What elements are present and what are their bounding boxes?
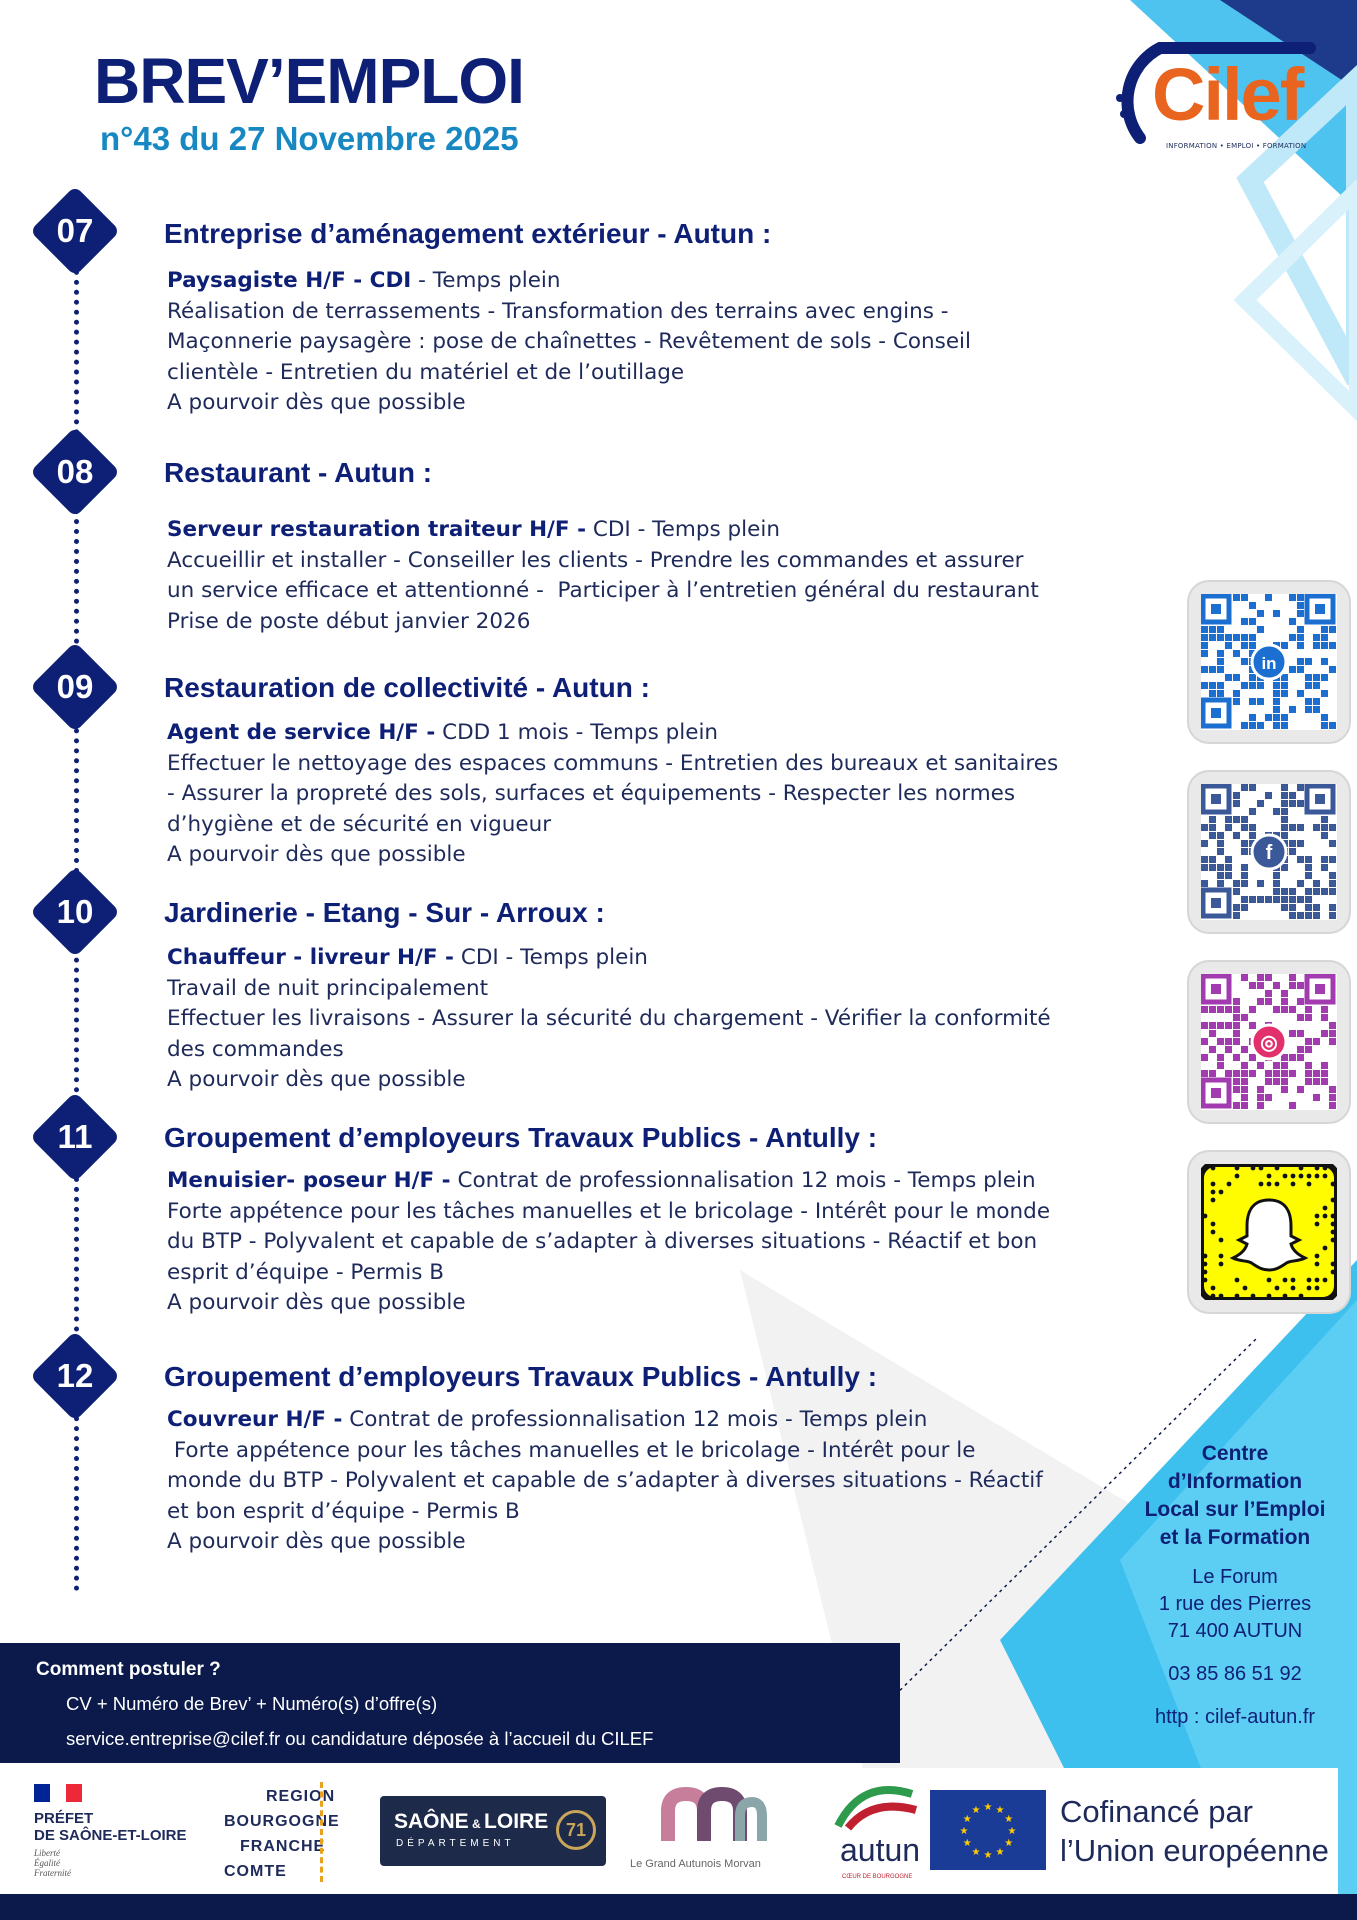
cilef-logo <box>1100 28 1320 168</box>
offer-details <box>167 266 1097 419</box>
job-terms: Contrat de professionnalisation 12 mois - Temps plein <box>342 1407 928 1432</box>
cilef-title-line: Local sur l’Emploi <box>1144 1498 1326 1521</box>
job-terms: CDD 1 mois - Temps plein <box>435 720 719 745</box>
offer-description-line: d’hygiène et de sécurité en vigueur <box>167 811 552 837</box>
grand-autunois-mark-icon <box>658 1786 768 1846</box>
page-title: BREV’EMPLOI <box>94 45 524 117</box>
offer-number-badge <box>30 186 120 276</box>
qr-code-pattern <box>1201 784 1337 920</box>
offer-description-line: et bon esprit d’équipe - Permis B <box>167 1498 520 1524</box>
grand-autunois-logo <box>624 1768 804 1894</box>
how-to-apply-band <box>0 1643 900 1763</box>
offer-details <box>167 943 1097 1096</box>
issue-subtitle: n°43 du 27 Novembre 2025 <box>100 120 519 157</box>
autun-mark-icon <box>832 1782 922 1832</box>
offer-description-line: A pourvoir dès que possible <box>167 1290 466 1316</box>
french-flag-icon <box>34 1784 82 1802</box>
linkedin-icon <box>1252 645 1286 679</box>
prefet-motto: Fraternité <box>34 1868 71 1878</box>
prefet-motto: Liberté <box>34 1848 60 1858</box>
apply-contact-email[interactable]: service.entreprise@cilef.fr ou candidature déposée à l’accueil du CILEF <box>66 1728 654 1749</box>
autun-text: autun <box>840 1832 921 1868</box>
offer-details <box>167 718 1097 871</box>
logo-tagline: INFORMATION • EMPLOI • FORMATION <box>1166 142 1307 150</box>
offer-number-badge <box>30 427 120 517</box>
offer-details <box>167 1166 1097 1319</box>
offer-description-line: Effectuer le nettoyage des espaces communs - Entretien des bureaux et sanitaires <box>167 750 1059 776</box>
autun-logo <box>820 1768 940 1894</box>
svg-text:◎: ◎ <box>1260 1032 1278 1054</box>
offer-description-line: des commandes <box>167 1036 344 1062</box>
cilef-title-line: Centre <box>1201 1442 1269 1465</box>
saone-text: SAÔNE <box>394 1810 469 1833</box>
job-title: Couvreur H/F - <box>167 1407 343 1432</box>
phone-number[interactable]: 03 85 86 51 92 <box>1168 1663 1302 1685</box>
eu-star-icon: ★ <box>1004 1838 1014 1849</box>
apply-question: Comment postuler ? <box>36 1659 221 1680</box>
offer-description-line: un service efficace et attentionné - Participer à l’entretien général du restaurant <box>167 578 1039 604</box>
offer-details <box>167 515 1097 637</box>
offer-description-line: clientèle - Entretien du matériel et de l’outillage <box>167 359 685 385</box>
qr-code-linkedin[interactable] <box>1189 582 1349 742</box>
facebook-icon <box>1252 835 1286 869</box>
offer-number: 09 <box>56 668 94 705</box>
offer-description-line: Travail de nuit principalement <box>167 975 488 1001</box>
offer-description-line: Forte appétence pour les tâches manuelles et le bricolage - Intérêt pour le <box>167 1437 976 1463</box>
partner-logos <box>20 1768 1338 1894</box>
offer-number: 07 <box>56 212 94 249</box>
offer-company: Entreprise d’aménagement extérieur - Autun : <box>164 218 772 249</box>
offer-description-line: Accueillir et installer - Conseiller les clients - Prendre les commandes et assurer <box>167 547 1024 573</box>
eu-star-icon: ★ <box>983 1850 993 1861</box>
offer-description-line: du BTP - Polyvalent et capable de s’adapter à diverses situations - Réactif et bon <box>167 1229 1038 1255</box>
qr-code-snapchat[interactable] <box>1189 1152 1349 1312</box>
svg-text:f: f <box>1265 842 1273 864</box>
offer-description-line: A pourvoir dès que possible <box>167 842 466 868</box>
offer-number-badge <box>30 867 120 957</box>
offer-description-line: A pourvoir dès que possible <box>167 1067 466 1093</box>
eu-star-icon: ★ <box>959 1826 969 1837</box>
job-terms: CDI - Temps plein <box>453 945 648 970</box>
offer-company: Restaurant - Autun : <box>164 457 433 488</box>
qr-code-pattern <box>1201 1164 1337 1300</box>
offer-description-line: - Assurer la propreté des sols, surfaces et équipements - Respecter les normes <box>167 781 1016 807</box>
offer-description-line: Effectuer les livraisons - Assurer la sécurité du chargement - Vérifier la conformité <box>167 1006 1051 1032</box>
qr-code-instagram[interactable] <box>1189 962 1349 1122</box>
offer-number-badge <box>30 642 120 732</box>
eu-text: l’Union européenne <box>1060 1833 1329 1868</box>
offer-company: Groupement d’employeurs Travaux Publics - Antully : <box>164 1122 878 1153</box>
address-line: 1 rue des Pierres <box>1158 1593 1312 1615</box>
offer-details <box>167 1405 1097 1558</box>
eu-text: Cofinancé par <box>1060 1794 1254 1829</box>
apply-requirements: CV + Numéro de Brev’ + Numéro(s) d’offre(s) <box>66 1693 438 1714</box>
eu-flag-icon <box>930 1790 1046 1870</box>
address-line: Le Forum <box>1192 1566 1278 1588</box>
website-link[interactable]: http : cilef-autun.fr <box>1154 1706 1316 1728</box>
offer-description-line: A pourvoir dès que possible <box>167 1529 466 1555</box>
offer-description-line: monde du BTP - Polyvalent et capable de s’adapter à diverses situations - Réactif <box>167 1468 1043 1494</box>
eu-star-icon: ★ <box>995 1846 1005 1858</box>
region-text: FRANCHE <box>240 1838 326 1855</box>
eu-star-icon: ★ <box>983 1802 993 1813</box>
cilef-contact-block <box>1120 1440 1350 1731</box>
cilef-title-line: et la Formation <box>1159 1526 1311 1549</box>
offer-description-line: Prise de poste début janvier 2026 <box>167 608 531 634</box>
offer-number-badge <box>30 1331 120 1421</box>
prefet-logo <box>20 1768 200 1894</box>
prefet-text: DE SAÔNE-ET-LOIRE <box>34 1827 187 1844</box>
address-line: 71 400 AUTUN <box>1167 1620 1303 1642</box>
offer-description-line: A pourvoir dès que possible <box>167 390 466 416</box>
grand-autunois-text: Le Grand Autunois Morvan <box>630 1858 761 1870</box>
eu-star-icon: ★ <box>1004 1814 1014 1825</box>
departement-text: DÉPARTEMENT <box>396 1838 515 1849</box>
job-title: Chauffeur - livreur H/F - <box>167 945 454 970</box>
eu-star-icon: ★ <box>995 1805 1005 1817</box>
autun-subtext: CŒUR DE BOURGOGNE <box>842 1874 913 1880</box>
svg-text:in: in <box>1261 654 1277 673</box>
qr-code-pattern <box>1201 594 1337 730</box>
offer-number: 12 <box>56 1357 94 1394</box>
eu-star-icon: ★ <box>971 1805 981 1817</box>
qr-code-pattern <box>1201 974 1337 1110</box>
eu-star-icon: ★ <box>962 1838 972 1849</box>
offer-number: 10 <box>56 893 94 930</box>
offer-description-line: esprit d’équipe - Permis B <box>167 1259 445 1285</box>
prefet-text: PRÉFET <box>34 1810 94 1827</box>
eu-cofinancing-logo <box>930 1768 1338 1894</box>
cilef-title-line: d’Information <box>1167 1470 1303 1493</box>
job-title: Menuisier- poseur H/F - <box>167 1168 451 1193</box>
job-title: Paysagiste H/F - CDI <box>167 268 412 293</box>
eu-star-icon: ★ <box>962 1814 972 1825</box>
job-terms: CDI - Temps plein <box>586 517 780 542</box>
prefet-motto: Égalité <box>34 1858 60 1868</box>
logo-wordmark: Cilef <box>1152 53 1303 136</box>
offer-company: Groupement d’employeurs Travaux Publics - Antully : <box>164 1361 878 1392</box>
bottom-strip <box>0 1894 1357 1920</box>
loire-text: LOIRE <box>484 1810 549 1833</box>
job-terms: - Temps plein <box>411 268 561 293</box>
saone-et-loire-logo: SAÔNE & LOIRE DÉPARTEMENT 71 <box>380 1768 610 1894</box>
qr-code-facebook[interactable] <box>1189 772 1349 932</box>
offer-description-line: Forte appétence pour les tâches manuelles et le bricolage - Intérêt pour le monde <box>167 1198 1051 1224</box>
eu-star-icon: ★ <box>971 1846 981 1858</box>
region-bfc-logo <box>220 1768 370 1894</box>
eu-star-icon: ★ <box>1007 1826 1017 1837</box>
offer-number: 11 <box>57 1118 93 1155</box>
offer-number: 08 <box>56 453 94 490</box>
job-terms: Contrat de professionnalisation 12 mois - Temps plein <box>450 1168 1036 1193</box>
region-text: BOURGOGNE <box>224 1813 340 1830</box>
offer-company: Restauration de collectivité - Autun : <box>164 672 650 703</box>
job-title: Serveur restauration traiteur H/F - <box>167 517 587 542</box>
job-title: Agent de service H/F - <box>167 720 436 745</box>
region-text: COMTE <box>224 1863 287 1880</box>
offer-description-line: Réalisation de terrassements - Transformation des terrains avec engins - <box>167 298 949 324</box>
department-71-badge: 71 <box>556 1810 596 1850</box>
offer-description-line: Maçonnerie paysagère : pose de chaînettes - Revêtement de sols - Conseil <box>167 329 972 355</box>
instagram-icon <box>1252 1025 1286 1059</box>
region-text: REGION <box>266 1788 336 1805</box>
offer-company: Jardinerie - Etang - Sur - Arroux : <box>164 897 605 928</box>
offer-number-badge <box>30 1092 120 1182</box>
